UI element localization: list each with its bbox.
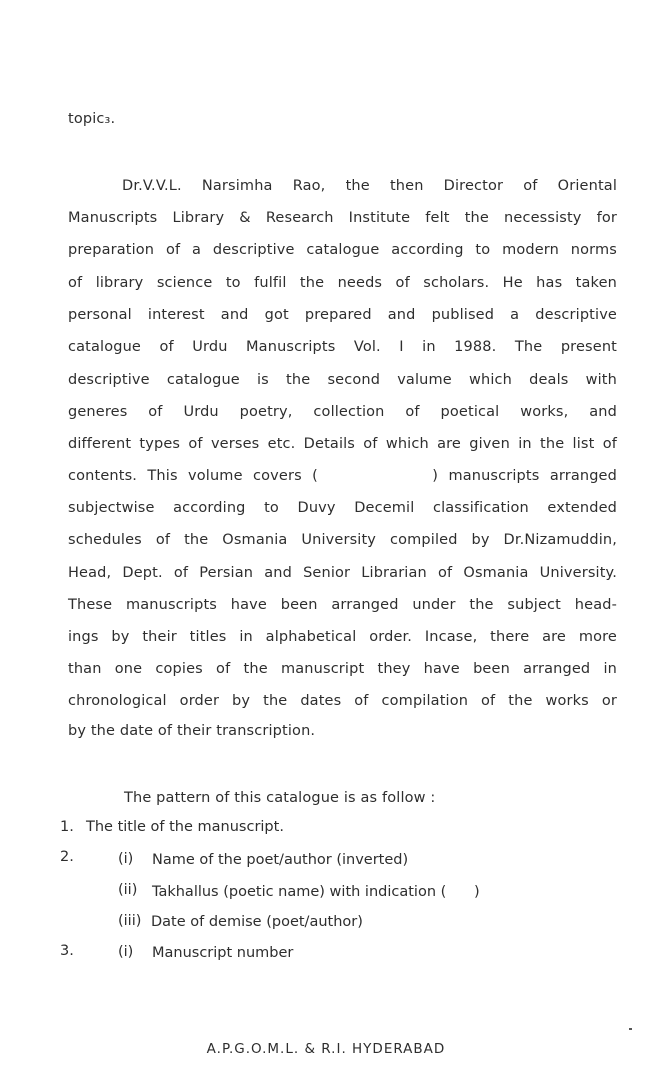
- pattern-intro: The pattern of this catalogue is as follow :: [124, 790, 436, 806]
- paragraph-line: subjectwise according to Duvy Decemil classification extended: [68, 500, 617, 516]
- list-number: 3.: [60, 943, 74, 959]
- sub-item-marker: (ii): [118, 882, 138, 898]
- sub-item-text: Name of the poet/author (inverted): [152, 852, 409, 868]
- sub-item-marker: (i): [118, 851, 134, 867]
- paragraph-line: schedules of the Osmania University compiled by Dr.Nizamuddin,: [68, 532, 617, 548]
- paragraph-line: ings by their titles in alphabetical order. Incase, there are more: [68, 629, 617, 645]
- text-line-topic: topic₃.: [68, 111, 116, 127]
- list-item-text: The title of the manuscript.: [86, 819, 284, 835]
- paragraph-line: Dr.V.V.L. Narsimha Rao, the then Director of Oriental: [122, 178, 617, 194]
- paragraph-line: personal interest and got prepared and publised a descriptive: [68, 307, 617, 323]
- sub-item-text: Manuscript number: [152, 945, 294, 961]
- list-number: 1.: [60, 819, 74, 835]
- paragraph-line: chronological order by the dates of compilation of the works or: [68, 693, 617, 709]
- paragraph-line: preparation of a descriptive catalogue according to modern norms: [68, 242, 617, 258]
- sub-item-text: Takhallus (poetic name) with indication ( ): [152, 884, 480, 900]
- paragraph-line: generes of Urdu poetry, collection of poetical works, and: [68, 404, 617, 420]
- paragraph-line: contents. This volume covers ( ) manuscripts arranged: [68, 468, 617, 484]
- sub-item-marker: (iii): [118, 913, 142, 929]
- paragraph-line: descriptive catalogue is the second valume which deals with: [68, 372, 617, 388]
- paragraph-line: These manuscripts have been arranged under the subject head-: [68, 597, 617, 613]
- paragraph-line: different types of verses etc. Details of which are given in the list of: [68, 436, 617, 452]
- paragraph-line: by the date of their transcription.: [68, 723, 316, 739]
- sub-item-marker: (i): [118, 944, 134, 960]
- list-number: 2.: [60, 849, 74, 865]
- paragraph-line: Manuscripts Library & Research Institute felt the necessisty for: [68, 210, 617, 226]
- paragraph-line: Head, Dept. of Persian and Senior Librarian of Osmania University.: [68, 565, 617, 581]
- page-footer: A.P.G.O.M.L. & R.I. HYDERABAD: [206, 1041, 446, 1057]
- sub-item-text: Date of demise (poet/author): [151, 914, 363, 930]
- scan-speck: [629, 1028, 632, 1030]
- paragraph-line: than one copies of the manuscript they have been arranged in: [68, 661, 617, 677]
- paragraph-line: of library science to fulfil the needs of scholars. He has taken: [68, 275, 617, 291]
- paragraph-line: catalogue of Urdu Manuscripts Vol. I in 1988. The present: [68, 339, 617, 355]
